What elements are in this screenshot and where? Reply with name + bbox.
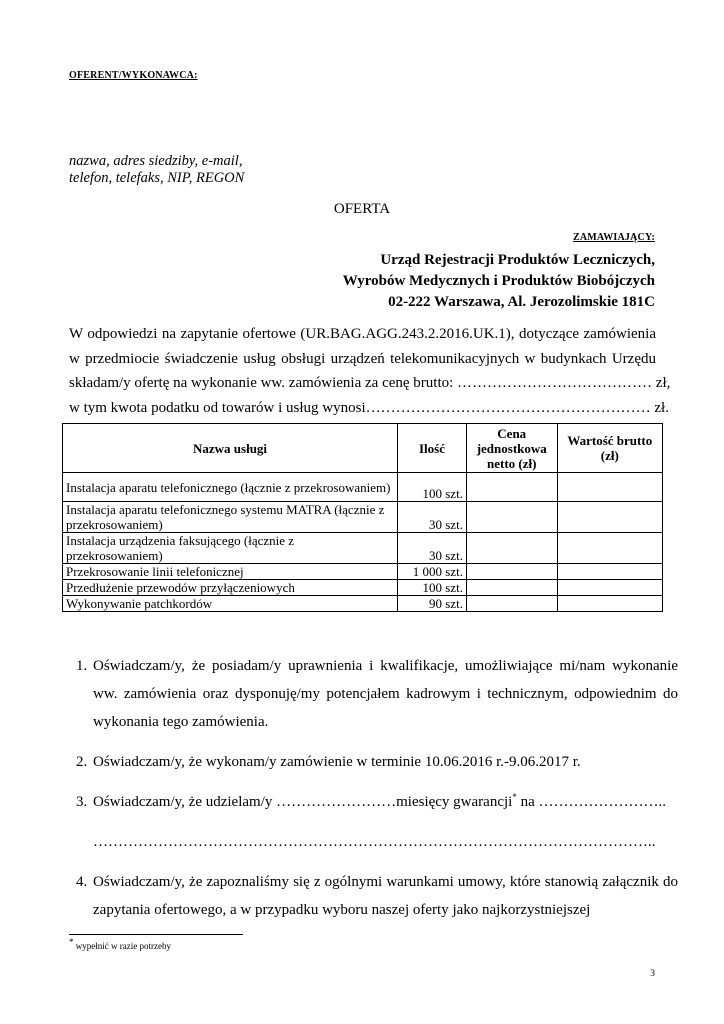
service-quantity: 100 szt. [398, 473, 467, 502]
service-name: Instalacja urządzenia faksującego (łącznie z przekrosowaniem) [63, 533, 398, 564]
intro-paragraph [69, 322, 671, 420]
header-unit-price: Cena jednostkowa netto (zł) [466, 424, 557, 473]
services-table [62, 423, 663, 612]
table-row [63, 580, 663, 596]
unit-price-cell[interactable] [466, 502, 557, 533]
header-quantity: Ilość [398, 424, 467, 473]
zamawiajacy-address [343, 250, 655, 313]
declaration-2-text: Oświadczam/y, że wykonam/y zamówienie w terminie 10.06.2016 r.-9.06.2017 r. [93, 754, 581, 770]
intro-line-4: w tym kwota podatku od towarów i usług wynosi………………………………………………… zł. [69, 399, 669, 416]
declaration-3-text-part-2: na …………………….. [516, 794, 666, 810]
gross-value-cell[interactable] [557, 473, 662, 502]
footnote-mark: * [69, 937, 74, 947]
unit-price-cell[interactable] [466, 596, 557, 612]
unit-price-cell[interactable] [466, 580, 557, 596]
service-name: Instalacja aparatu telefonicznego systemu MATRA (łącznie z przekrosowaniem) [63, 502, 398, 533]
service-quantity: 30 szt. [398, 502, 467, 533]
declaration-3-continuation: ………………………………………………………………………………………………….. [93, 834, 656, 850]
table-row [63, 473, 663, 502]
unit-price-cell[interactable] [466, 473, 557, 502]
service-name: Instalacja aparatu telefonicznego (łącznie z przekrosowaniem) [63, 473, 398, 502]
declaration-item-2 [91, 748, 678, 776]
table-row [63, 502, 663, 533]
intro-line-1: W odpowiedzi na zapytanie ofertowe (UR.BAG.AGG.243.2.2016.UK.1), dotyczące zamówienia [69, 326, 656, 342]
declaration-item-3 [91, 788, 678, 856]
gross-value-cell[interactable] [557, 533, 662, 564]
declaration-item-1 [91, 652, 678, 736]
service-name: Przekrosowanie linii telefonicznej [63, 564, 398, 580]
oferent-hint [69, 153, 244, 187]
header-service-name: Nazwa usługi [63, 424, 398, 473]
declaration-3-text-part-1: Oświadczam/y, że udzielam/y ……………………miesięcy gwarancji [93, 794, 513, 810]
service-name: Przedłużenie przewodów przyłączeniowych [63, 580, 398, 596]
gross-value-cell[interactable] [557, 596, 662, 612]
declarations-list [69, 652, 678, 924]
zamawiajacy-line-3: 02-222 Warszawa, Al. Jerozolimskie 181C [388, 294, 655, 310]
declaration-1-text: Oświadczam/y, że posiadam/y uprawnienia i kwalifikacje, umożliwiające mi/nam wykonanie ww. zamówienia oraz dysponuję/my potencjałem kadrowym i technicznym, odpowiednim do wykonania tego zamówienia. [93, 658, 678, 730]
header-gross-value: Wartość brutto (zł) [557, 424, 662, 473]
table-row [63, 564, 663, 580]
zamawiajacy-line-2: Wyrobów Medycznych i Produktów Biobójczych [342, 273, 655, 289]
footnote [69, 937, 171, 951]
table-header-row [63, 424, 663, 473]
page-title: OFERTA [333, 201, 391, 217]
intro-line-3: składam/y ofertę na wykonanie ww. zamówienia za cenę brutto: ………………………………… zł, [69, 375, 671, 391]
footnote-text: wypełnić w razie potrzeby [73, 941, 171, 951]
service-quantity: 100 szt. [398, 580, 467, 596]
unit-price-cell[interactable] [466, 564, 557, 580]
unit-price-cell[interactable] [466, 533, 557, 564]
table-row [63, 533, 663, 564]
intro-line-2: w przedmiocie świadczenie usług obsługi urządzeń telekomunikacyjnych w budynkach Urzędu [69, 350, 656, 367]
gross-value-cell[interactable] [557, 564, 662, 580]
oferent-label: OFERENT/WYKONAWCA: [69, 70, 198, 81]
service-name: Wykonywanie patchkordów [63, 596, 398, 612]
footnote-separator [69, 934, 243, 935]
gross-value-cell[interactable] [557, 580, 662, 596]
service-quantity: 30 szt. [398, 533, 467, 564]
zamawiajacy-label: ZAMAWIAJĄCY: [572, 232, 655, 243]
oferent-hint-line-1: nazwa, adres siedziby, e-mail, [69, 153, 243, 169]
footnote-reference: * [512, 792, 517, 802]
page-number: 3 [650, 969, 655, 979]
gross-value-cell[interactable] [557, 502, 662, 533]
declaration-item-4 [91, 868, 678, 924]
service-quantity: 1 000 szt. [398, 564, 467, 580]
zamawiajacy-line-1: Urząd Rejestracji Produktów Leczniczych, [380, 252, 655, 268]
declaration-4-text: Oświadczam/y, że zapoznaliśmy się z ogólnymi warunkami umowy, które stanowią załącznik do zapytania ofertowego, a w przypadku wyboru naszej oferty jako najkorzystniejszej [93, 874, 678, 918]
oferent-hint-line-2: telefon, telefaks, NIP, REGON [69, 170, 245, 186]
table-row [63, 596, 663, 612]
service-quantity: 90 szt. [398, 596, 467, 612]
